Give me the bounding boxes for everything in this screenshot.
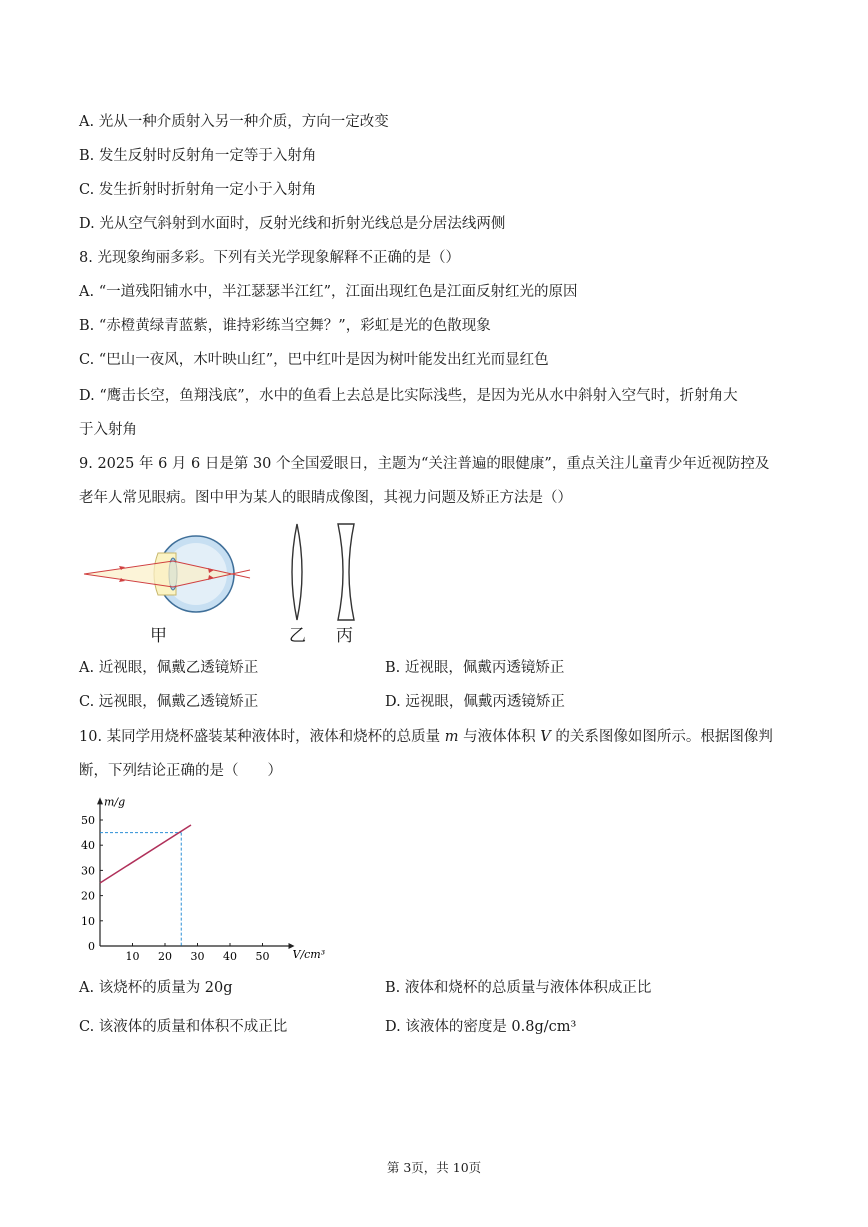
y-tick-label: 40: [81, 839, 95, 853]
x-tick-label: 30: [190, 950, 205, 963]
y-axis-arrow: [97, 797, 103, 804]
q8-option-a: A. “一道残阳铺水中，半江瑟瑟半江红”，江面出现红色是江面反射红光的原因: [79, 284, 578, 300]
q8-option-b: B. “赤橙黄绿青蓝紫，谁持彩练当空舞？”，彩虹是光的色散现象: [79, 318, 491, 334]
q8-option-d-line2: 于入射角: [79, 422, 137, 438]
x-tick-label: 10: [125, 950, 140, 963]
origin-label: 0: [88, 940, 95, 953]
q9-option-a: A. 近视眼，佩戴乙透镜矫正: [79, 660, 259, 676]
q9-option-b: B. 近视眼，佩戴丙透镜矫正: [385, 660, 565, 676]
q7-option-a: A. 光从一种介质射入另一种介质，方向一定改变: [79, 114, 389, 130]
x-axis-label: V/cm³: [292, 948, 326, 961]
q10-option-a: A. 该烧杯的质量为 20g: [79, 980, 233, 996]
q10-option-c: C. 该液体的质量和体积不成正比: [79, 1019, 288, 1035]
q8-stem: 8. 光现象绚丽多彩。下列有关光学现象解释不正确的是（）: [79, 250, 460, 266]
q10-option-d: D. 该液体的密度是 0.8g/cm³: [385, 1019, 577, 1035]
q10-option-b: B. 液体和烧杯的总质量与液体体积成正比: [385, 980, 652, 996]
x-tick-label: 40: [223, 950, 237, 963]
diagram-label-jia: 甲: [150, 626, 167, 646]
series-line: [100, 825, 191, 883]
eye-imaging-diagram: [78, 525, 263, 645]
concave-lens-icon: [334, 522, 358, 622]
q9-option-d: D. 远视眼，佩戴丙透镜矫正: [385, 694, 565, 710]
q10-stem-text: 与液体体积: [458, 729, 541, 745]
y-tick-label: 30: [81, 864, 95, 878]
diagram-label-bing: 丙: [336, 626, 353, 646]
page-footer: 第 3页，共 10页: [386, 1160, 482, 1175]
q8-option-d-line1: D. “鹰击长空，鱼翔浅底”，水中的鱼看上去总是比实际浅些，是因为光从水中斜射入空气时，折射角大: [79, 388, 738, 404]
q8-option-c: C. “巴山一夜风，木叶映山红”，巴中红叶是因为树叶能发出红光而显红色: [79, 352, 549, 368]
q7-option-d: D. 光从空气斜射到水面时，反射光线和折射光线总是分居法线两侧: [79, 216, 506, 232]
q10-stem-text: 10. 某同学用烧杯盛装某种液体时，液体和烧杯的总质量: [79, 729, 445, 745]
convex-lens-icon: [285, 522, 309, 622]
q10-stem-text: 的关系图像如图所示。根据图像判: [550, 729, 773, 745]
y-axis-label: m/g: [104, 795, 126, 809]
y-tick-label: 20: [81, 889, 95, 903]
q9-option-c: C. 远视眼，佩戴乙透镜矫正: [79, 694, 259, 710]
q9-stem-line1: 9. 2025 年 6 月 6 日是第 30 个全国爱眼日，主题为“关注普遍的眼健康”，重点关注儿童青少年近视防控及: [79, 456, 770, 472]
q7-option-c: C. 发生折射时折射角一定小于入射角: [79, 182, 317, 198]
q10-stem-line2: 断，下列结论正确的是（ ）: [79, 763, 282, 779]
q7-option-b: B. 发生反射时反射角一定等于入射角: [79, 148, 317, 164]
y-tick-label: 50: [81, 814, 95, 827]
x-tick-label: 50: [255, 950, 270, 963]
mass-volume-chart: [70, 788, 326, 968]
q10-var-m: m: [444, 729, 459, 745]
q9-stem-line2: 老年人常见眼病。图中甲为某人的眼睛成像图，其视力问题及矫正方法是（）: [79, 490, 572, 506]
diagram-label-yi: 乙: [289, 626, 306, 646]
y-tick-label: 10: [81, 914, 95, 928]
q10-var-v: V: [540, 729, 551, 745]
q10-stem-line1: [79, 727, 773, 747]
x-tick-label: 20: [158, 950, 172, 963]
